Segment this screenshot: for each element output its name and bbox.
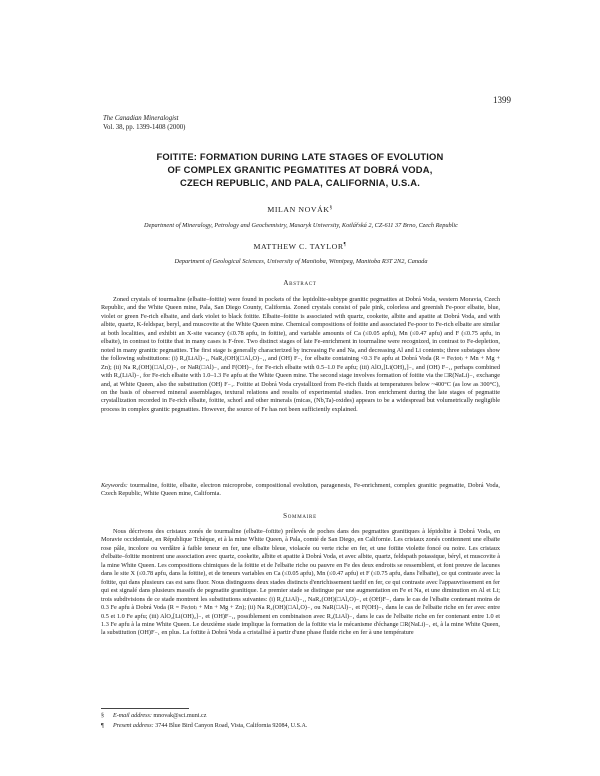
author-1-affiliation: Department of Mineralogy, Petrology and Geochemistry, Masaryk University, Kotlářská 2, CZ-611 37 Brno, Czech Republic [144,222,458,229]
sommaire-text: Nous décrivons des cristaux zonés de tourmaline (elbaïte–foïtite) prélevés de poches dans des pegmatites granitiques à lépidolite à Dobrá Voda, en Moravie occidentale, en République Tchèque, et à la mine White Queen, à Pala, comté de San Diego, en Californie. Les cristaux zonés contiennent une elbaïte rose pâle, incolore ou verdâtre à faible teneur en fer, une elbaïte bleue, violacée ou verte riche en fer, et une foïtite violette foncé ou noire. Les cristaux d'elbaïte–foïtite montrent une association avec quartz, cookeïte, albite et apatite à Dobrá Voda, et avec albite, quartz, feldspath potassique, béryl, et muscovite à la mine White Queen. Les compositions chimiques de la foïtite et de l'elbaïte riche ou pauvre en Fe des deux endroits se ressemblent, et font preuve de lacunes dans le site X (≤0.78 apfu, dans la foïtite), et de teneurs variables en Ca (≤0.05 apfu), Mn (≤0.47 apfu) et F (≤0.75 apfu, dans l'elbaïte), ce qui contraste avec la foïtite, qui dans plusieurs cas est sans fluor. Nous distinguons deux stades distincts d'enrichissement tardif en fer, ce qui contraste avec l'appauvrissement en fer qui est signalé dans plusieurs massifs de pegmatite granitique. Le premier stade se distingue par une augmentation en Fe et Na, et une diminution en Al et Li; trois subdivisions de ce stade montrent les substitutions suivantes: (i) R₂(LiAl)₋₁, NaR₃(OH)(□Al₃O)₋₁ et (OH)F₋₁ dans le cas de l'elbaïte contenant moins de 0.3 Fe apfu à Dobrá Voda (R = Fe₍tot₎ + Mn + Mg + Zn); (ii) Na R₂(OH)(□Al₂O)₋₁ ou NaR(□Al)₋₁ et F(OH)₋₁ dans le cas de l'elbaïte riche en fer avec entre 0.5 et 1.0 Fe apfu; (iii) AlO₂[Li(OH)₂]₋₁ et (OH)F₋₁, possiblement en combinaison avec R₂(LiAl)₋₁ dans le cas de l'elbaïte riche en fer contenant entre 1.0 et 1.3 Fe apfu à la mine White Queen. Le deuxième stade implique la formation de la foïtite via le mécanisme d'échange □R(NaLi)₋₁ et, à la mine White Queen, la substitution (OH)F₋₁ en plus. La foïtite à Dobrá Voda a cristallisé à partir d'une phase fluide riche en fer à une température [101,528,500,637]
footnote-2 [101,722,307,730]
sommaire-heading: Sommaire [283,512,317,520]
footnote-label: E-mail address: [113,713,152,719]
footnote-address: 3744 Blue Bird Canyon Road, Vista, California 92084, U.S.A. [155,723,308,729]
author-2 [100,242,500,251]
title-line: CZECH REPUBLIC, AND PALA, CALIFORNIA, U.S.A. [179,177,421,188]
footnote-mark: ¶ [101,723,104,729]
article-title [100,150,500,189]
footnote-email[interactable]: mnovak@sci.muni.cz [153,713,207,719]
footnote-mark: § [101,713,105,719]
abstract-heading: Abstract [283,279,317,287]
author-name: MILAN NOVÁK [267,205,330,214]
keywords-text: tourmaline, foitite, elbaite, electron microprobe, compositional evolution, paragenesis, Fe-enrichment, complex granitic pegmatite, Dobrá Voda, Czech Republic, White Queen mine, California. [101,482,500,498]
journal-citation: Vol. 38, pp. 1399-1408 (2000) [103,124,186,131]
title-line: FOITITE: FORMATION DURING LATE STAGES OF EVOLUTION [156,151,444,162]
footnote-mark: § [329,205,333,211]
author-name: MATTHEW C. TAYLOR [253,242,344,251]
keywords-label: Keywords: [101,482,128,489]
journal-header [103,114,185,132]
journal-name: The Canadian Mineralogist [103,115,179,122]
footnote-1 [101,712,206,720]
page-number: 1399 [493,95,511,105]
author-2-affiliation: Department of Geological Sciences, University of Manitoba, Winnipeg, Manitoba R3T 2N2, Canada [174,258,428,265]
footnote-divider [101,708,189,709]
footnote-label: Present address: [113,723,154,729]
abstract-text: Zoned crystals of tourmaline (elbaite–foitite) were found in pockets of the lepidolite-subtype granitic pegmatites at Dobrá Voda, western Moravia, Czech Republic, and the White Queen mine, Pala, San Diego County, California. Zoned crystals consist of pale pink, colorless and greenish Fe-poor elbaite, blue, violet or green Fe-rich elbaite, and dark violet to black foitite. Elbaite–foitite is associated with quartz, cookeite, albite and apatite at Dobrá Voda, and with albite, quartz, K-feldspar, beryl, and muscovite at the White Queen mine. Chemical compositions of foitite and associated Fe-poor to Fe-rich elbaite are similar at both localities, and exhibit an X-site vacancy (≤0.78 apfu, in foitite), and variable amounts of Ca (≤0.05 apfu), Mn (≤0.47 apfu) and F (≤0.75 apfu, in elbaite), in contrast to foitite that in many cases is F-free. Two distinct stages of late Fe-enrichment in tourmaline were recognized, in contrast to Fe-depletion, noted in many granitic pegmatites. The first stage is generally characterized by increasing Fe and Na, and decreasing Al and Li contents; three substages show the following substitutions: (i) R₂(LiAl)₋₁, NaR₃(OH)(□Al₃O)₋₁, and (OH) F₋₁ for elbaite containing <0.3 Fe apfu at Dobrá Voda (R = Fe₍tot₎ + Mn + Mg + Zn); (ii) Na R₂(OH)(□Al₂O)₋₁ or NaR(□Al)₋₁ and F(OH)₋₁ for Fe-rich elbaite with 0.5–1.0 Fe apfu; (iii) AlO₂[Li(OH)₂]₋₁ and (OH) F₋₁, perhaps combined with R₂(LiAl)₋₁ for Fe-rich elbaite with 1.0–1.3 Fe apfu at the White Queen mine. The second stage involves formation of foitite via the □R(NaLi)₋₁ exchange and, at White Queen, also the substitution (OH) F₋₁. Foitite at Dobrá Voda crystallized from Fe-rich fluids at temperatures below ~400°C (as low as 300°C), on the basis of observed mineral assemblages, textural relations and results of experimental studies. Iron enrichment during the late stages of pegmatite crystallization recorded in Fe-rich elbaite, foitite, schorl and other minerals (micas, (Nb,Ta)-oxides) appears to be a widespread but volumetrically negligible process in complex granitic pegmatites. However, the source of Fe has not been sufficiently explained. [101,296,500,413]
title-line: OF COMPLEX GRANITIC PEGMATITES AT DOBRÁ VODA, [167,164,433,175]
author-1 [100,205,500,214]
footnote-mark: ¶ [343,242,347,248]
keywords [101,482,500,499]
